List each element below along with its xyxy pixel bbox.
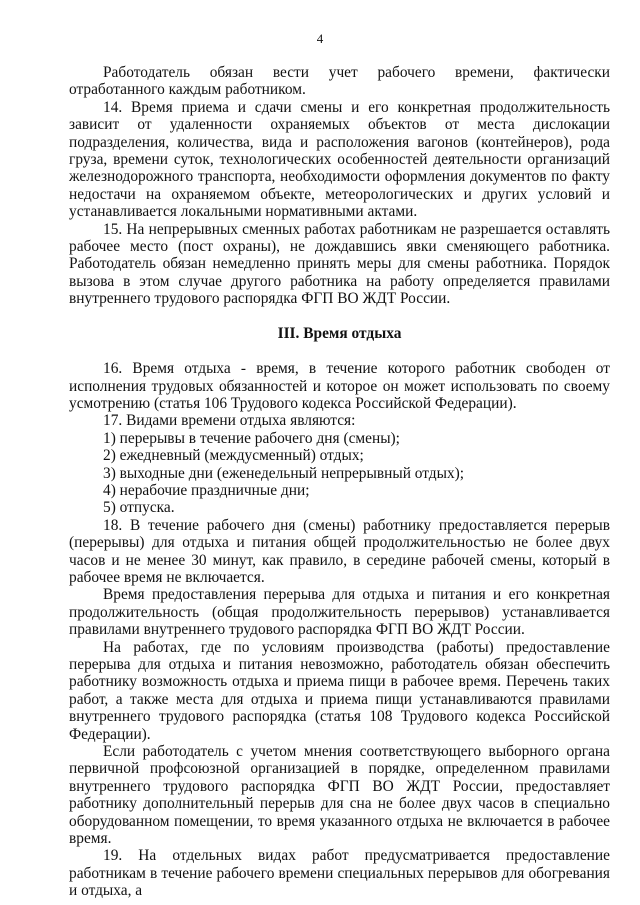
paragraph-no-break-work: На работах, где по условиям производства (работы) предоставление перерыва для отдыха и питания невозможно, работодатель обязан обеспечить работнику возможность отдыха и приема пищи в рабочее время. Перечень таких работ, а также места для отдыха и приема пищи устанавливаются правилами внутреннего трудового распорядка (статья 108 Трудового кодекса Российской Федерации). xyxy=(69,638,610,743)
paragraph-break-duration: Время предоставления перерыва для отдыха и питания и его конкретная продолжительность (общая продолжительность перерывов) устанавливается правилами внутреннего трудового распорядка ФГП ВО ЖДТ России. xyxy=(69,586,610,639)
paragraph-15: 15. На непрерывных сменных работах работникам не разрешается оставлять рабочее место (пост охраны), не дождавшись явки сменяющего работника. Работодатель обязан немедленно принять меры для смены работника. Порядок вызова в этом случае другого работника на работу определяется правилами внутреннего трудового распорядка ФГП ВО ЖДТ России. xyxy=(69,220,610,308)
list-item: 4) нерабочие праздничные дни; xyxy=(103,481,310,499)
list-item: 3) выходные дни (еженедельный непрерывный отдых); xyxy=(103,464,465,482)
paragraph-16: 16. Время отдыха - время, в течение которого работник свободен от исполнения трудовых обязанностей и которое он может использовать по своему усмотрению (статья 106 Трудового кодекса Российской Федерации). xyxy=(69,360,610,412)
rest-types-list xyxy=(69,430,610,517)
list-item: 2) ежедневный (междусменный) отдых; xyxy=(103,447,364,465)
list-item: 5) отпуска. xyxy=(103,499,175,517)
paragraph-17: 17. Видами времени отдыха являются: xyxy=(103,412,356,430)
document-body xyxy=(69,64,610,900)
paragraph-sleep-break: Если работодатель с учетом мнения соответствующего выборного органа первичной профсоюзной организацией в порядке, определенном правилами внутреннего трудового распорядка ФГП ВО ЖДТ России, предоставляет работнику дополнительный перерыв для сна не более двух часов в специально оборудованном помещении, то время указанного отдыха не включается в рабочее время. xyxy=(69,743,610,848)
paragraph-work-time-accounting: Работодатель обязан вести учет рабочего времени, фактически отработанного каждым работником. xyxy=(69,64,610,99)
list-item: 1) перерывы в течение рабочего дня (смены); xyxy=(103,429,400,447)
paragraph-14: 14. Время приема и сдачи смены и его конкретная продолжительность зависит от удаленности охраняемых объектов от места дислокации подразделения, количества, вида и расположения вагонов (контейнеров), рода груза, времени суток, технологических особенностей деятельности организаций железнодорожного транспорта, необходимости оформления документов по факту недостачи на охраняемом объекте, метеорологических и других условий и устанавливается локальными нормативными актами. xyxy=(69,98,610,221)
paragraph-19: 19. На отдельных видах работ предусматривается предоставление работникам в течение рабочего времени специальных перерывов для обогревания и отдыха, а xyxy=(69,847,610,900)
paragraph-18: 18. В течение рабочего дня (смены) работнику предоставляется перерыв (перерывы) для отдыха и питания общей продолжительностью не более двух часов и не менее 30 минут, как правило, в середине рабочей смены, который в рабочее время не включается. xyxy=(69,516,610,586)
page-number: 4 xyxy=(316,31,324,46)
section-heading: III. Время отдыха xyxy=(277,324,402,342)
